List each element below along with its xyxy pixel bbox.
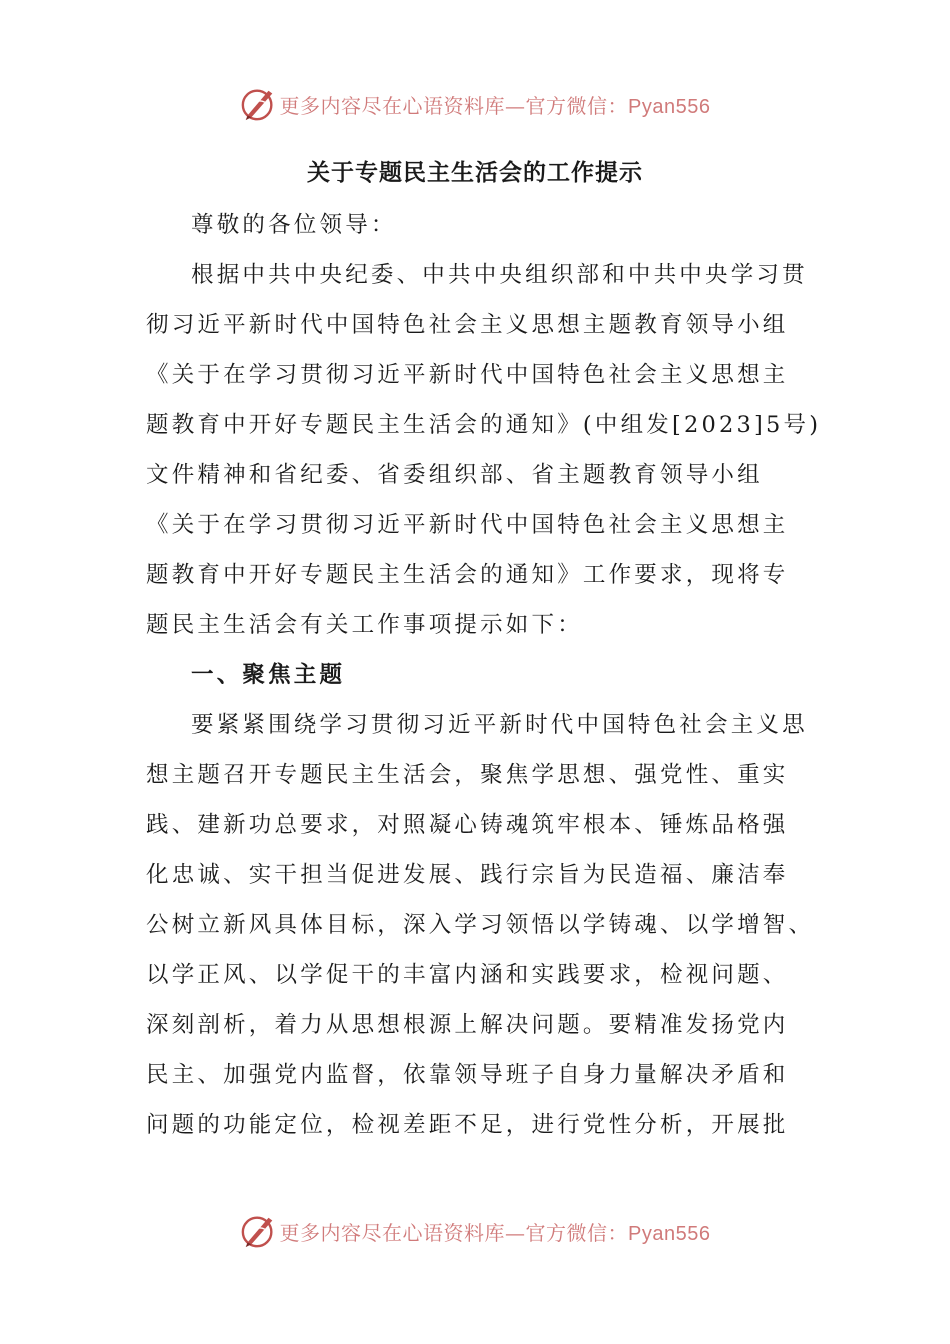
- watermark-handle: Pyan556: [628, 1222, 711, 1245]
- paragraph-line: 题民主生活会有关工作事项提示如下：: [146, 612, 583, 638]
- paragraph-line: 文件精神和省纪委、省委组织部、省主题教育领导小组: [146, 462, 763, 488]
- watermark-text: [280, 90, 711, 119]
- paragraph-line: 《关于在学习贯彻习近平新时代中国特色社会主义思想主: [146, 362, 789, 388]
- section-paragraph: [146, 700, 815, 1150]
- section-heading: 一、聚焦主题: [191, 662, 346, 688]
- paragraph-line: 《关于在学习贯彻习近平新时代中国特色社会主义思想主: [146, 512, 789, 538]
- document-title: 关于专题民主生活会的工作提示: [307, 159, 643, 186]
- paragraph-line: 想主题召开专题民主生活会，聚焦学思想、强党性、重实: [146, 762, 789, 788]
- watermark-prefix: 更多内容尽在心语资料库—官方微信：: [279, 93, 629, 118]
- paragraph-line: 题教育中开好专题民主生活会的通知》工作要求，现将专: [146, 562, 789, 588]
- pen-logo-icon: [240, 1212, 278, 1250]
- watermark-handle: Pyan556: [628, 95, 711, 118]
- paragraph-line: 践、建新功总要求，对照凝心铸魂筑牢根本、锤炼品格强: [146, 812, 789, 838]
- pen-logo-icon: [240, 85, 278, 123]
- intro-paragraph: [146, 250, 822, 650]
- paragraph-line: 深刻剖析，着力从思想根源上解决问题。要精准发扬党内: [146, 1012, 789, 1038]
- paragraph-line: 问题的功能定位，检视差距不足，进行党性分析，开展批: [146, 1112, 789, 1138]
- paragraph-line: 根据中共中央纪委、中共中央组织部和中共中央学习贯: [191, 262, 808, 288]
- paragraph-line: 彻习近平新时代中国特色社会主义思想主题教育领导小组: [146, 312, 789, 338]
- watermark-footer: [0, 1207, 950, 1255]
- watermark-header: [0, 80, 950, 128]
- watermark-prefix: 更多内容尽在心语资料库—官方微信：: [279, 1220, 629, 1245]
- paragraph-line: 要紧紧围绕学习贯彻习近平新时代中国特色社会主义思: [191, 712, 808, 738]
- paragraph-line: 公树立新风具体目标，深入学习领悟以学铸魂、以学增智、: [146, 912, 815, 938]
- paragraph-line: 化忠诚、实干担当促进发展、践行宗旨为民造福、廉洁奉: [146, 862, 789, 888]
- paragraph-line: 民主、加强党内监督，依靠领导班子自身力量解决矛盾和: [146, 1062, 789, 1088]
- paragraph-line: 题教育中开好专题民主生活会的通知》(中组发[2023]5号): [146, 412, 822, 438]
- watermark-text: [280, 1217, 711, 1246]
- paragraph-line: 以学正风、以学促干的丰富内涵和实践要求，检视问题、: [146, 962, 789, 988]
- document-body: [146, 200, 822, 1150]
- salutation: 尊敬的各位领导：: [191, 212, 397, 238]
